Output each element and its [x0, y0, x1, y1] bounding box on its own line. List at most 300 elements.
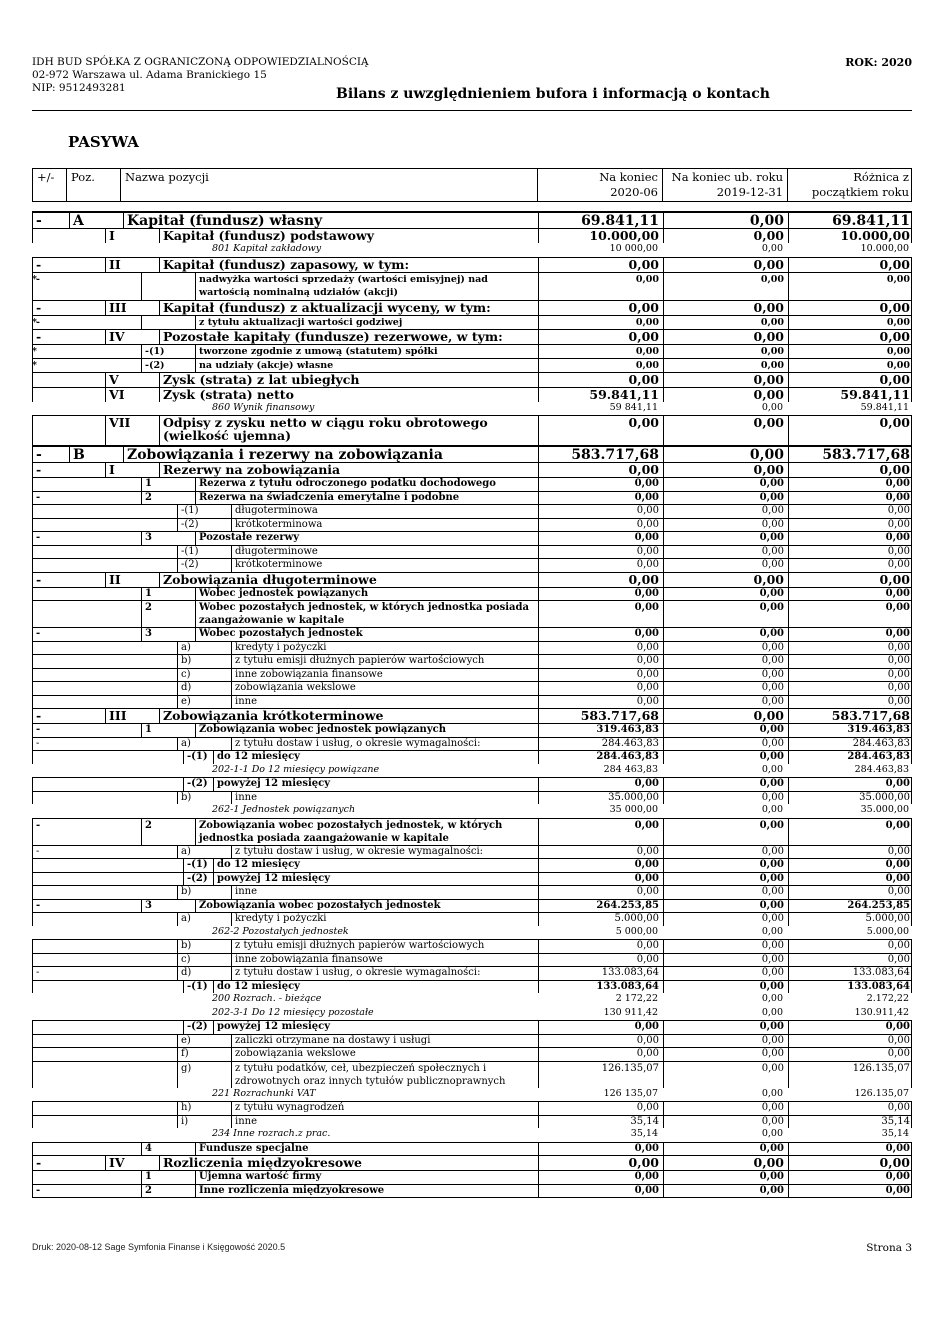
table-row [32, 243, 912, 257]
col-name: Nazwa pozycji [121, 169, 538, 201]
value-difference: 35.000,00 [860, 804, 909, 815]
table-row [32, 272, 912, 300]
value-current: 0,00 [538, 258, 662, 272]
value-difference: 0,00 [788, 886, 913, 899]
row-sign [33, 1171, 139, 1184]
row-code: e) [177, 696, 231, 709]
table-row [32, 926, 912, 940]
table-row [32, 980, 912, 994]
value-previous: 0,00 [663, 724, 787, 737]
row-code: b) [177, 886, 231, 899]
value-previous: 0,00 [663, 1048, 787, 1061]
value-current: 2 172,22 [615, 993, 658, 1004]
value-difference: 5.000,00 [866, 925, 909, 937]
value-difference: 0,00 [788, 655, 913, 668]
table-row [32, 587, 912, 601]
value-difference: 10.000,00 [860, 243, 909, 254]
account-row-label [212, 402, 537, 416]
row-name: zaliczki otrzymane na dostawy i usługi [231, 1035, 538, 1048]
row-sign: - [36, 845, 40, 857]
table-row [32, 1184, 912, 1198]
value-difference: 0,00 [788, 416, 913, 445]
row-sign [33, 1035, 175, 1048]
header-divider [32, 110, 912, 111]
row-code: 2 [141, 819, 195, 845]
value-previous: 0,00 [663, 532, 787, 545]
value-current: 10.000,00 [538, 229, 662, 243]
row-name: nadwyżka wartości sprzedaży (wartości emisyjnej) nad wartością nominalną udziałów (akcji) [195, 273, 538, 300]
row-sign [33, 751, 181, 764]
account-code: 234 [212, 1128, 231, 1139]
value-difference: 0,00 [788, 696, 913, 709]
table-row [32, 1142, 912, 1156]
row-sign: - [36, 967, 40, 978]
table-row [32, 777, 912, 791]
value-current: 0,00 [538, 373, 662, 387]
value-difference: 126.135,07 [788, 1062, 913, 1088]
table-row [32, 858, 912, 872]
row-name: krótkoterminowa [231, 519, 538, 532]
value-difference: 284.463,83 [788, 751, 913, 764]
col-v2-line1: Na koniec ub. roku [671, 170, 783, 184]
col-sign: +/- [33, 169, 67, 201]
row-sign [33, 478, 139, 491]
row-sign [33, 655, 175, 668]
value-difference: 583.717,68 [788, 447, 913, 462]
table-row [32, 939, 912, 953]
value-current: 284.463,83 [538, 751, 662, 764]
value-difference: 0,00 [788, 301, 913, 315]
value-current: 0,00 [538, 519, 662, 532]
value-previous: 0,00 [663, 655, 787, 668]
value-difference: 0,00 [788, 1185, 913, 1198]
row-name: zobowiązania wekslowe [231, 1048, 538, 1061]
table-row [32, 477, 912, 491]
account-name: Pozostałych jednostek [242, 925, 349, 937]
table-row [32, 723, 912, 737]
value-current: 284 463,83 [603, 763, 658, 775]
value-current: 35.000,00 [538, 792, 662, 805]
value-difference: 0,00 [788, 519, 913, 532]
value-previous: 0,00 [663, 709, 787, 723]
table-row [32, 1155, 912, 1170]
value-current: 0,00 [538, 940, 662, 953]
value-difference: 0,00 [788, 373, 913, 387]
row-code: -(1) [177, 505, 231, 518]
value-difference: 0,00 [788, 628, 913, 641]
row-sign: - [36, 257, 42, 272]
value-difference: 133.083,64 [788, 967, 913, 980]
row-sign [33, 345, 139, 358]
row-code: g) [177, 1062, 231, 1088]
value-current: 0,00 [538, 301, 662, 315]
value-previous: 0,00 [663, 642, 787, 655]
account-row-label [212, 1088, 537, 1102]
table-row [32, 531, 912, 545]
row-name: Zobowiązania i rezerwy na zobowiązania [123, 447, 538, 462]
table-row [32, 818, 912, 845]
row-sign [33, 940, 175, 953]
row-code: 3 [141, 532, 195, 545]
row-code: III [105, 301, 159, 315]
row-code: B [69, 447, 123, 462]
row-sign [33, 588, 139, 601]
table-row [32, 1034, 912, 1048]
value-difference: 0,00 [788, 682, 913, 695]
row-name: z tytułu emisji dłużnych papierów wartościowych [231, 940, 538, 953]
value-difference: 0,00 [788, 954, 913, 967]
row-name: Fundusze specjalne [195, 1143, 538, 1156]
value-current: 0,00 [538, 416, 662, 445]
row-code: V [105, 373, 159, 387]
value-current: 0,00 [538, 478, 662, 491]
value-current: 0,00 [538, 1021, 662, 1034]
value-difference: 2.172,22 [866, 993, 909, 1004]
row-code: A [69, 213, 123, 228]
company-name: IDH BUD SPÓŁKA Z OGRANICZONĄ ODPOWIEDZIALNOŚCIĄ [32, 56, 369, 68]
value-previous: 0,00 [663, 981, 787, 994]
value-current: 0,00 [538, 886, 662, 899]
value-current: 0,00 [538, 859, 662, 872]
value-previous: 0,00 [663, 1116, 787, 1129]
value-previous: 0,00 [761, 1128, 783, 1139]
row-code: -(2) [141, 359, 195, 372]
table-row [32, 737, 912, 751]
value-previous: 0,00 [663, 447, 787, 462]
value-previous: 0,00 [663, 1021, 787, 1034]
report-year: ROK: 2020 [845, 56, 912, 69]
value-difference: 0,00 [788, 463, 913, 477]
value-difference: 0,00 [788, 258, 913, 272]
account-code: 262-2 [212, 925, 240, 937]
account-code: 860 [212, 401, 231, 413]
table-row [32, 228, 912, 243]
row-name: inne [231, 886, 538, 899]
company-address: 02-972 Warszawa ul. Adama Branickiego 15 [32, 69, 267, 81]
row-code: -(2) [183, 778, 213, 791]
row-code: b) [177, 792, 231, 805]
value-previous: 0,00 [663, 967, 787, 980]
value-difference: 0,00 [788, 846, 913, 859]
value-previous: 0,00 [663, 1062, 787, 1088]
row-sign [33, 859, 181, 872]
table-row [32, 668, 912, 682]
value-previous: 0,00 [663, 682, 787, 695]
value-current: 284.463,83 [538, 738, 662, 751]
row-sign [33, 546, 175, 559]
row-code: b) [177, 655, 231, 668]
value-difference: 0,00 [788, 1021, 913, 1034]
row-sign: - [36, 819, 41, 831]
row-name: z tytułu emisji dłużnych papierów wartościowych [231, 655, 538, 668]
row-code [141, 273, 195, 300]
row-name: z tytułu podatków, ceł, ubezpieczeń społecznych i zdrowotnych oraz innych tytułów publicznoprawnych [231, 1062, 538, 1088]
row-code: f) [177, 1048, 231, 1061]
value-current: 0,00 [538, 1171, 662, 1184]
table-row [32, 1170, 912, 1184]
col-v3-line2: początkiem roku [811, 185, 909, 199]
page-number: Strona 3 [866, 1242, 912, 1254]
row-sign: - [36, 1184, 41, 1196]
row-sign: - [36, 709, 42, 723]
row-name: z tytułu dostaw i usług, w okresie wymagalności: [231, 846, 538, 859]
value-previous: 0,00 [663, 954, 787, 967]
table-row [32, 695, 912, 709]
value-current: 0,00 [538, 642, 662, 655]
table-row [32, 845, 912, 859]
col-v2-line2: 2019-12-31 [716, 185, 783, 199]
account-name: Rozrach. - bieżące [233, 993, 322, 1004]
table-row [32, 641, 912, 655]
account-row-label [212, 1007, 537, 1021]
value-previous: 0,00 [663, 373, 787, 387]
row-code: 1 [141, 478, 195, 491]
row-name: Inne rozliczenia międzyokresowe [195, 1185, 538, 1198]
account-code: 801 [212, 243, 231, 254]
row-star: * [32, 316, 37, 328]
row-sign [33, 359, 139, 372]
value-current: 0,00 [538, 819, 662, 845]
value-difference: 126.135,07 [854, 1087, 909, 1099]
row-sign [33, 229, 103, 243]
row-code: -(2) [177, 519, 231, 532]
row-sign: - [36, 737, 40, 749]
row-code: e) [177, 1035, 231, 1048]
value-difference: 35.000,00 [788, 792, 913, 805]
value-difference: 284.463,83 [788, 738, 913, 751]
value-current: 319.463,83 [538, 724, 662, 737]
value-difference: 0,00 [788, 642, 913, 655]
row-code [141, 316, 195, 329]
value-previous: 0,00 [761, 763, 783, 775]
row-name: Ujemna wartość firmy [195, 1171, 538, 1184]
table-row [32, 708, 912, 723]
value-difference: 0,00 [788, 359, 913, 372]
value-current: 59 841,11 [609, 401, 658, 413]
row-name: Odpisy z zysku netto w ciągu roku obrotowego (wielkość ujemna) [159, 416, 538, 445]
table-row [32, 572, 912, 587]
value-current: 583.717,68 [538, 709, 662, 723]
table-row [32, 804, 912, 818]
col-poz: Poz. [67, 169, 121, 201]
row-code: 2 [141, 492, 195, 505]
balance-table [32, 211, 912, 1198]
value-current: 126 135,07 [603, 1087, 658, 1099]
value-current: 35,14 [538, 1116, 662, 1129]
row-name: kredyty i pożyczki [231, 913, 538, 926]
row-sign [33, 505, 175, 518]
value-current: 35 000,00 [609, 804, 658, 815]
row-name: inne [231, 1116, 538, 1129]
table-bottom-rule [32, 1197, 912, 1198]
table-row [32, 211, 912, 228]
value-difference: 0,00 [788, 316, 913, 329]
column-header [32, 168, 912, 202]
row-name: długoterminowe [231, 546, 538, 559]
row-code: 4 [141, 1143, 195, 1156]
row-sign [33, 1102, 175, 1115]
row-name: Wobec pozostałych jednostek [195, 628, 538, 641]
table-row [32, 899, 912, 913]
row-name: Rezerwa z tytułu odroczonego podatku dochodowego [195, 478, 538, 491]
row-code: VI [105, 388, 159, 402]
value-difference: 0,00 [788, 330, 913, 344]
account-name: Jednostek powiązanych [242, 804, 356, 815]
value-current: 0,00 [538, 573, 662, 587]
value-difference: 0,00 [788, 778, 913, 791]
company-info [32, 56, 369, 95]
value-current: 0,00 [538, 316, 662, 329]
account-row-label [212, 243, 537, 257]
value-previous: 0,00 [663, 1035, 787, 1048]
value-previous: 0,00 [663, 819, 787, 845]
value-previous: 0,00 [663, 1185, 787, 1198]
value-previous: 0,00 [663, 900, 787, 913]
row-sign: - [36, 300, 42, 315]
row-name: inne [231, 792, 538, 805]
value-difference: 0,00 [788, 1048, 913, 1061]
value-current: 0,00 [538, 696, 662, 709]
row-sign: - [36, 316, 40, 328]
table-row [32, 791, 912, 805]
row-name: powyżej 12 miesięcy [213, 1021, 538, 1034]
value-previous: 0,00 [663, 546, 787, 559]
row-name: na udziały (akcje) własne [195, 359, 538, 372]
account-row-label [212, 993, 537, 1007]
value-difference: 284.463,83 [854, 763, 909, 775]
row-star: * [32, 345, 37, 357]
row-name: inne [231, 696, 538, 709]
row-code: 2 [141, 601, 195, 627]
value-current: 35,14 [630, 1128, 658, 1139]
row-name: Wobec pozostałych jednostek, w których jednostka posiada zaangażowanie w kapitale [195, 601, 538, 627]
table-row [32, 558, 912, 572]
row-sign [33, 696, 175, 709]
col-v1 [538, 169, 663, 201]
value-difference: 0,00 [788, 559, 913, 572]
account-name: Wynik finansowy [233, 401, 315, 413]
row-name: do 12 miesięcy [213, 751, 538, 764]
table-row [32, 545, 912, 559]
value-previous: 0,00 [663, 940, 787, 953]
row-code: -(2) [183, 1021, 213, 1034]
account-row-label [212, 1128, 537, 1142]
row-sign: - [36, 213, 42, 228]
row-sign: - [36, 628, 41, 639]
value-current: 59.841,11 [538, 388, 662, 402]
value-current: 0,00 [538, 778, 662, 791]
value-difference: 583.717,68 [788, 709, 913, 723]
value-previous: 0,00 [663, 229, 787, 243]
row-name: inne zobowiązania finansowe [231, 669, 538, 682]
value-previous: 0,00 [663, 492, 787, 505]
row-name: Rezerwa na świadczenia emerytalne i podobne [195, 492, 538, 505]
value-previous: 0,00 [761, 243, 783, 254]
table-row [32, 681, 912, 695]
value-difference: 0,00 [788, 345, 913, 358]
value-previous: 0,00 [663, 588, 787, 601]
value-current: 0,00 [538, 1185, 662, 1198]
row-name: z tytułu dostaw i usług, o okresie wymagalności: [231, 738, 538, 751]
account-row-label [212, 764, 537, 778]
value-current: 0,00 [538, 1035, 662, 1048]
value-current: 130 911,42 [603, 1006, 658, 1018]
row-name: powyżej 12 miesięcy [213, 778, 538, 791]
table-row [32, 358, 912, 372]
table-row [32, 1101, 912, 1115]
row-sign [33, 559, 175, 572]
value-current: 0,00 [538, 873, 662, 886]
row-name: Pozostałe rezerwy [195, 532, 538, 545]
row-code: 3 [141, 628, 195, 641]
value-current: 0,00 [538, 330, 662, 344]
value-difference: 0,00 [788, 546, 913, 559]
row-code: I [105, 229, 159, 243]
value-current: 126.135,07 [538, 1062, 662, 1088]
row-name: długoterminowa [231, 505, 538, 518]
value-previous: 0,00 [663, 463, 787, 477]
value-difference: 0,00 [788, 532, 913, 545]
value-current: 0,00 [538, 1048, 662, 1061]
value-difference: 0,00 [788, 859, 913, 872]
row-name: do 12 miesięcy [213, 859, 538, 872]
value-current: 0,00 [538, 655, 662, 668]
table-row [32, 1115, 912, 1129]
row-name: Pozostałe kapitały (fundusze) rezerwowe, w tym: [159, 330, 538, 344]
value-previous: 0,00 [663, 738, 787, 751]
value-difference: 35,14 [788, 1116, 913, 1129]
row-name: tworzone zgodnie z umową (statutem) spółki [195, 345, 538, 358]
table-row [32, 1088, 912, 1102]
row-code: c) [177, 954, 231, 967]
row-name: z tytułu wynagrodzeń [231, 1102, 538, 1115]
row-name: Kapitał (fundusz) z aktualizacji wyceny, w tym: [159, 301, 538, 315]
value-previous: 0,00 [663, 345, 787, 358]
row-sign [33, 886, 175, 899]
value-difference: 264.253,85 [788, 900, 913, 913]
row-code: II [105, 258, 159, 272]
row-name: Zobowiązania wobec pozostałych jednostek, w których jednostka posiada zaangażowanie w kapitale [195, 819, 538, 845]
value-previous: 0,00 [663, 792, 787, 805]
row-code: d) [177, 682, 231, 695]
value-previous: 0,00 [761, 401, 783, 413]
table-row [32, 1047, 912, 1061]
value-current: 0,00 [538, 532, 662, 545]
value-current: 0,00 [538, 954, 662, 967]
row-code: -(1) [183, 859, 213, 872]
value-previous: 0,00 [663, 1102, 787, 1115]
account-code: 202-3-1 [212, 1006, 249, 1018]
table-row [32, 600, 912, 627]
section-title: PASYWA [68, 133, 139, 151]
row-sign [33, 873, 181, 886]
table-row [32, 415, 912, 445]
row-sign [33, 981, 181, 994]
value-previous: 0,00 [663, 696, 787, 709]
value-previous: 0,00 [663, 859, 787, 872]
value-previous: 0,00 [663, 573, 787, 587]
value-current: 0,00 [538, 846, 662, 859]
value-difference: 0,00 [788, 492, 913, 505]
value-difference: 0,00 [788, 873, 913, 886]
value-current: 133.083,64 [538, 981, 662, 994]
row-sign [33, 1143, 139, 1156]
table-row [32, 750, 912, 764]
row-name: inne zobowiązania finansowe [231, 954, 538, 967]
row-sign: - [36, 491, 41, 503]
table-row [32, 627, 912, 641]
row-code: d) [177, 967, 231, 980]
